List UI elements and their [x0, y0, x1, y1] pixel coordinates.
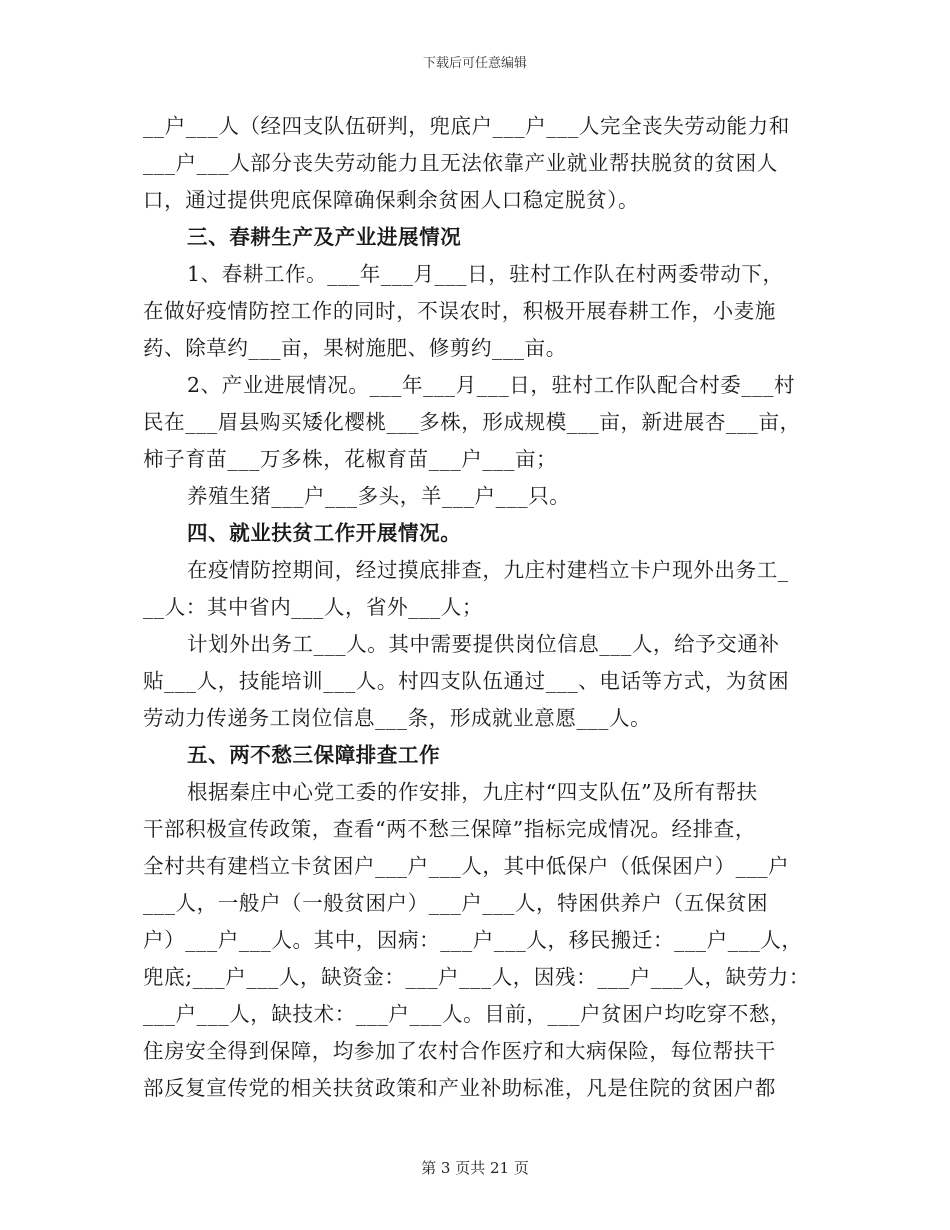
paragraph-line: 1、春耕工作。___年___月___日，驻村工作队在村两委带动下， [187, 262, 784, 286]
paragraph-line: ___人，一般户（一般贫困户）___户___人，特困供养户（五保贫困 [143, 891, 769, 915]
paragraph-line: 贴___人，技能培训___人。村四支队伍通过___、电话等方式，为贫困 [143, 669, 790, 693]
paragraph-line: ___户___人部分丧失劳动能力且无法依靠产业就业帮扶脱贫的贫困人 [143, 151, 778, 175]
paragraph-line: 计划外出务工___人。其中需要提供岗位信息___人，给予交通补 [187, 632, 780, 656]
paragraph-line: 药、除草约___亩，果树施肥、修剪约___亩。 [143, 336, 567, 360]
paragraph-line: 兜底;___户___人，缺资金：___户___人，因残：___户___人，缺劳力： [143, 965, 811, 989]
paragraph-line: 养殖生猪___户___多头，羊___户___只。 [187, 484, 571, 508]
document-body [143, 108, 813, 1107]
section-heading: 四、就业扶贫工作开展情况。 [187, 521, 462, 545]
paragraph-line: 劳动力传递务工岗位信息___条，形成就业意愿___人。 [143, 706, 652, 730]
paragraph-line: 部反复宣传党的相关扶贫政策和产业补助标准，凡是住院的贫困户都 [143, 1076, 776, 1100]
page-header: 下载后可任意编辑 [422, 56, 527, 71]
paragraph-line: 2、产业进展情况。___年___月___日，驻村工作队配合村委___村 [187, 373, 796, 397]
paragraph-line: 干部积极宣传政策，查看“两不愁三保障”指标完成情况。经排查， [143, 817, 756, 841]
paragraph-line: 在做好疫情防控工作的同时，不误农时，积极开展春耕工作，小麦施 [143, 299, 776, 323]
paragraph-line: 民在___眉县购买矮化樱桃___多株，形成规模___亩，新进展杏___亩， [143, 410, 801, 434]
paragraph-line: 根据秦庄中心党工委的作安排，九庄村“四支队伍”及所有帮扶 [187, 780, 758, 804]
paragraph-line: ___户___人，缺技术：___户___人。目前，___户贫困户均吃穿不愁， [143, 1002, 792, 1026]
section-heading: 五、两不愁三保障排查工作 [187, 743, 441, 767]
paragraph-line: 户）___户___人。其中，因病：___户___人，移民搬迁：___户___人， [143, 928, 803, 952]
paragraph-line: 柿子育苗___万多株，花椒育苗___户___亩； [143, 447, 558, 471]
paragraph-line: __户___人（经四支队伍研判，兜底户___户___人完全丧失劳动能力和 [143, 114, 790, 138]
section-heading: 三、春耕生产及产业进展情况 [187, 225, 462, 249]
page-number: 第 3 页共 21 页 [421, 1159, 529, 1177]
paragraph-line: 住房安全得到保障，均参加了农村合作医疗和大病保险，每位帮扶干 [143, 1039, 776, 1063]
paragraph-line: 在疫情防控期间，经过摸底排查，九庄村建档立卡户现外出务工_ [187, 558, 789, 582]
paragraph-line: 口，通过提供兜底保障确保剩余贫困人口稳定脱贫）。 [143, 188, 640, 212]
paragraph-line: 全村共有建档立卡贫困户___户___人，其中低保户（低保困户）___户 [143, 854, 790, 878]
paragraph-line: __人：其中省内___人，省外___人； [143, 595, 483, 619]
